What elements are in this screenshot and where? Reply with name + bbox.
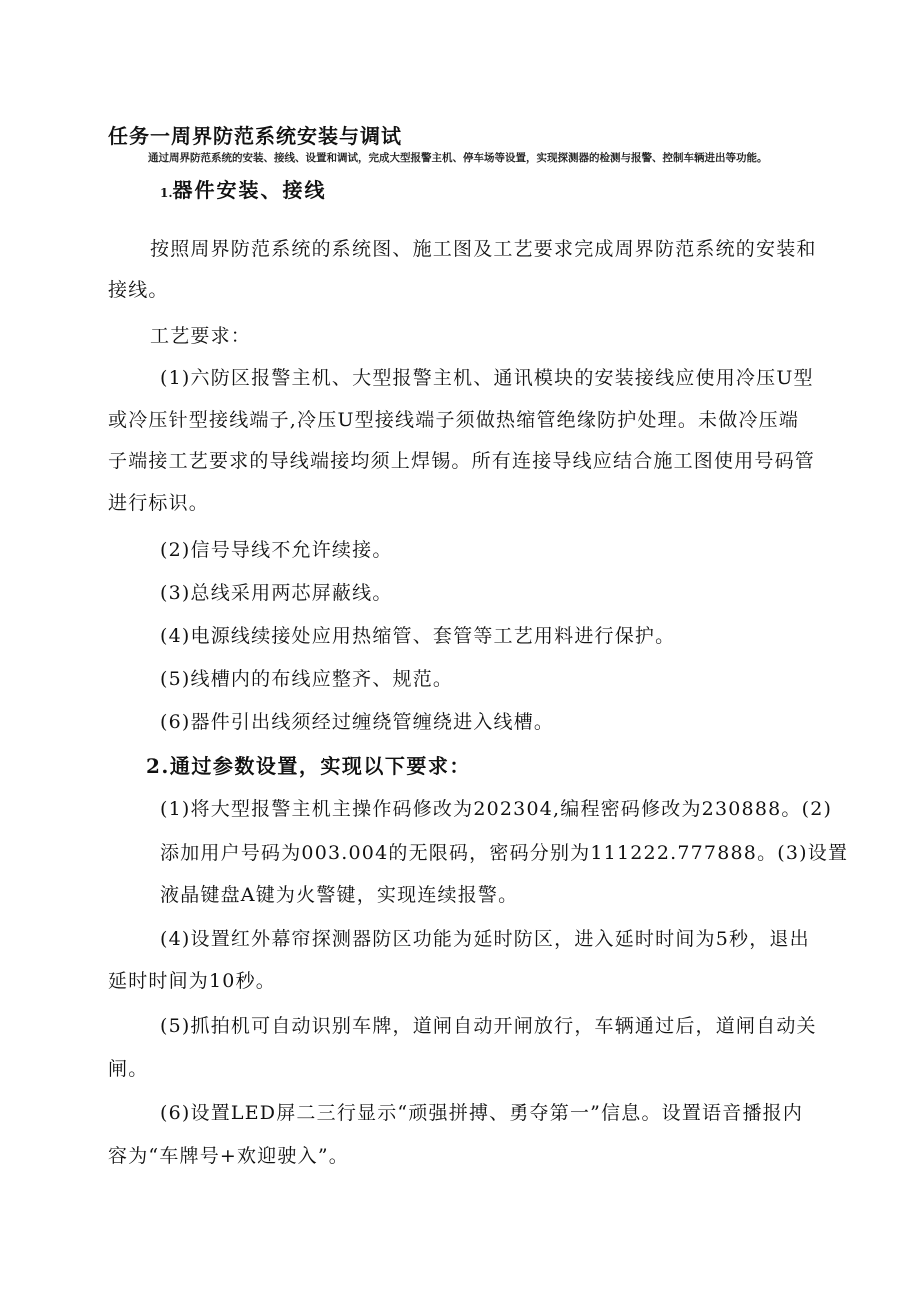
page-title: 任务一周界防范系统安装与调试 — [108, 124, 402, 148]
param-1-line-3: 液晶键盘A键为火警键，实现连续报警。 — [160, 884, 519, 906]
param-1-line-1: (1)将大型报警主机主操作码修改为202304,编程密码修改为230888。(2) — [160, 798, 833, 820]
param-4-line-1: (4)设置红外幕帘探测器防区功能为延时防区，进入延时时间为5秒，退出 — [160, 928, 810, 950]
req-item-2: (2)信号导线不允许续接。 — [160, 539, 393, 561]
task-description: 通过周界防范系统的安装、接线、设置和调试，完成大型报警主机、停车场等设置，实现探测器的检测与报警、控制车辆进出等功能。 — [148, 152, 768, 164]
param-5-line-1: (5)抓拍机可自动识别车牌，道闸自动开闸放行，车辆通过后，道闸自动关 — [160, 1015, 817, 1037]
intro-line-1: 按照周界防范系统的系统图、施工图及工艺要求完成周界防范系统的安装和 — [150, 238, 817, 260]
requirements-label: 工艺要求： — [150, 325, 252, 347]
req-item-1-line-3: 子端接工艺要求的导线端接均须上焊锡。所有连接导线应结合施工图使用号码管 — [108, 450, 816, 472]
section-1-title: 器件安装、接线 — [172, 178, 327, 202]
section-2-heading: 2.通过参数设置，实现以下要求： — [146, 754, 471, 778]
section-1-number: 1. — [160, 186, 173, 200]
param-5-line-2: 闸。 — [108, 1058, 149, 1080]
param-6-line-1: (6)设置LED屏二三行显示“顽强拼搏、勇夺第一”信息。设置语音播报内 — [160, 1102, 804, 1124]
req-item-1-line-2: 或冷压针型接线端子,冷压U型接线端子须做热缩管绝缘防护处理。未做冷压端 — [108, 409, 800, 431]
req-item-4: (4)电源线续接处应用热缩管、套管等工艺用料进行保护。 — [160, 625, 676, 647]
req-item-1-line-1: (1)六防区报警主机、大型报警主机、通讯模块的安装接线应使用冷压U型 — [160, 367, 814, 389]
param-1-line-2: 添加用户号码为003.004的无限码，密码分别为111222.777888。(3)设置 — [160, 842, 849, 864]
req-item-6: (6)器件引出线须经过缠绕管缠绕进入线槽。 — [160, 711, 555, 733]
req-item-1-line-4: 进行标识。 — [108, 492, 210, 514]
param-6-line-2: 容为“车牌号+欢迎驶入”。 — [108, 1145, 349, 1167]
req-item-3: (3)总线采用两芯屏蔽线。 — [160, 582, 393, 604]
intro-line-2: 接线。 — [108, 279, 169, 301]
section-1-heading — [160, 174, 327, 203]
param-4-line-2: 延时时间为10秒。 — [108, 970, 276, 992]
req-item-5: (5)线槽内的布线应整齐、规范。 — [160, 668, 454, 690]
